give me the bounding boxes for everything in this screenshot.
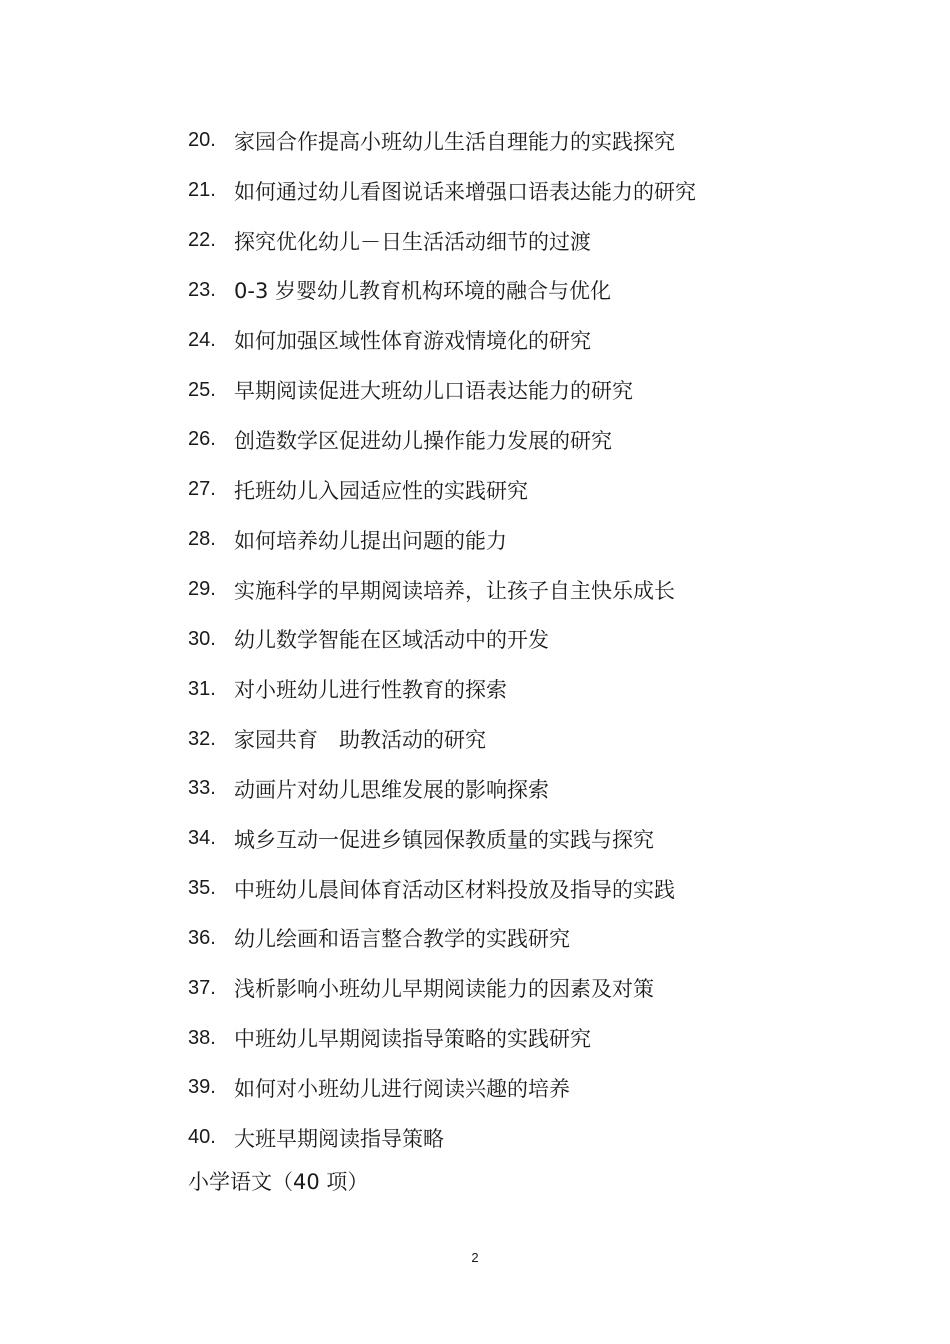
list-item-text: 浅析影响小班幼儿早期阅读能力的因素及对策 <box>234 977 654 1002</box>
list-item-text: 0-3 岁婴幼儿教育机构环境的融合与优化 <box>234 279 611 304</box>
list-item-number: 39. <box>188 1076 216 1099</box>
list-item <box>188 963 696 1013</box>
list-item-number: 35. <box>188 877 216 900</box>
list-item-number: 23. <box>188 278 216 301</box>
list-item-text: 对小班幼儿进行性教育的探索 <box>234 678 507 703</box>
list-item <box>188 614 696 664</box>
list-item <box>188 266 696 316</box>
list-item-number: 21. <box>188 179 216 202</box>
list-item-text: 幼儿绘画和语言整合教学的实践研究 <box>234 927 570 952</box>
list-item-text: 如何培养幼儿提出问题的能力 <box>234 528 507 553</box>
list-item-text: 中班幼儿晨间体育活动区材料投放及指导的实践 <box>234 877 675 902</box>
list-item-text: 幼儿数学智能在区域活动中的开发 <box>234 628 549 653</box>
list-item <box>188 914 696 964</box>
list-item-text: 城乡互动一促进乡镇园保教质量的实践与探究 <box>234 827 654 852</box>
list-item <box>188 515 696 565</box>
list-item-text: 创造数学区促进幼儿操作能力发展的研究 <box>234 428 612 453</box>
list-item <box>188 664 696 714</box>
list-item-text: 家园共育 助教活动的研究 <box>234 728 486 753</box>
list-item <box>188 565 696 615</box>
list-item-number: 20. <box>188 129 216 152</box>
list-item-number: 27. <box>188 478 216 501</box>
list-item <box>188 814 696 864</box>
list-item-number: 31. <box>188 677 216 700</box>
topic-list <box>188 116 696 1163</box>
list-item-number: 32. <box>188 727 216 750</box>
list-item <box>188 1113 696 1163</box>
list-item <box>188 714 696 764</box>
list-item <box>188 116 696 166</box>
list-item <box>188 764 696 814</box>
list-item <box>188 216 696 266</box>
list-item-text: 如何通过幼儿看图说话来增强口语表达能力的研究 <box>234 179 696 204</box>
list-item-text: 探究优化幼儿－日生活活动细节的过渡 <box>234 229 591 254</box>
list-item <box>188 166 696 216</box>
page-number: 2 <box>471 1250 479 1265</box>
list-item <box>188 864 696 914</box>
list-item-number: 28. <box>188 528 216 551</box>
list-item-number: 34. <box>188 827 216 850</box>
list-item-number: 22. <box>188 229 216 252</box>
list-item-text: 如何加强区域性体育游戏情境化的研究 <box>234 329 591 354</box>
section-heading: 小学语文（40 项） <box>188 1170 369 1194</box>
list-item <box>188 365 696 415</box>
list-item-text: 中班幼儿早期阅读指导策略的实践研究 <box>234 1027 591 1052</box>
list-item-number: 40. <box>188 1126 216 1149</box>
list-item-number: 36. <box>188 926 216 949</box>
list-item-text: 早期阅读促进大班幼儿口语表达能力的研究 <box>234 379 633 404</box>
list-item-number: 29. <box>188 578 216 601</box>
list-item-text: 家园合作提高小班幼儿生活自理能力的实践探究 <box>234 129 675 154</box>
list-item-number: 24. <box>188 328 216 351</box>
list-item-number: 30. <box>188 627 216 650</box>
list-item <box>188 415 696 465</box>
list-item-number: 25. <box>188 378 216 401</box>
list-item-number: 33. <box>188 777 216 800</box>
list-item-number: 37. <box>188 976 216 999</box>
list-item-text: 实施科学的早期阅读培养，让孩子自主快乐成长 <box>234 578 675 603</box>
list-item-text: 如何对小班幼儿进行阅读兴趣的培养 <box>234 1076 570 1101</box>
list-item <box>188 1063 696 1113</box>
list-item-text: 托班幼儿入园适应性的实践研究 <box>234 478 528 503</box>
list-item <box>188 1013 696 1063</box>
list-item-text: 大班早期阅读指导策略 <box>234 1126 444 1151</box>
list-item-text: 动画片对幼儿思维发展的影响探索 <box>234 777 549 802</box>
list-item <box>188 315 696 365</box>
list-item <box>188 465 696 515</box>
list-item-number: 38. <box>188 1026 216 1049</box>
list-item-number: 26. <box>188 428 216 451</box>
